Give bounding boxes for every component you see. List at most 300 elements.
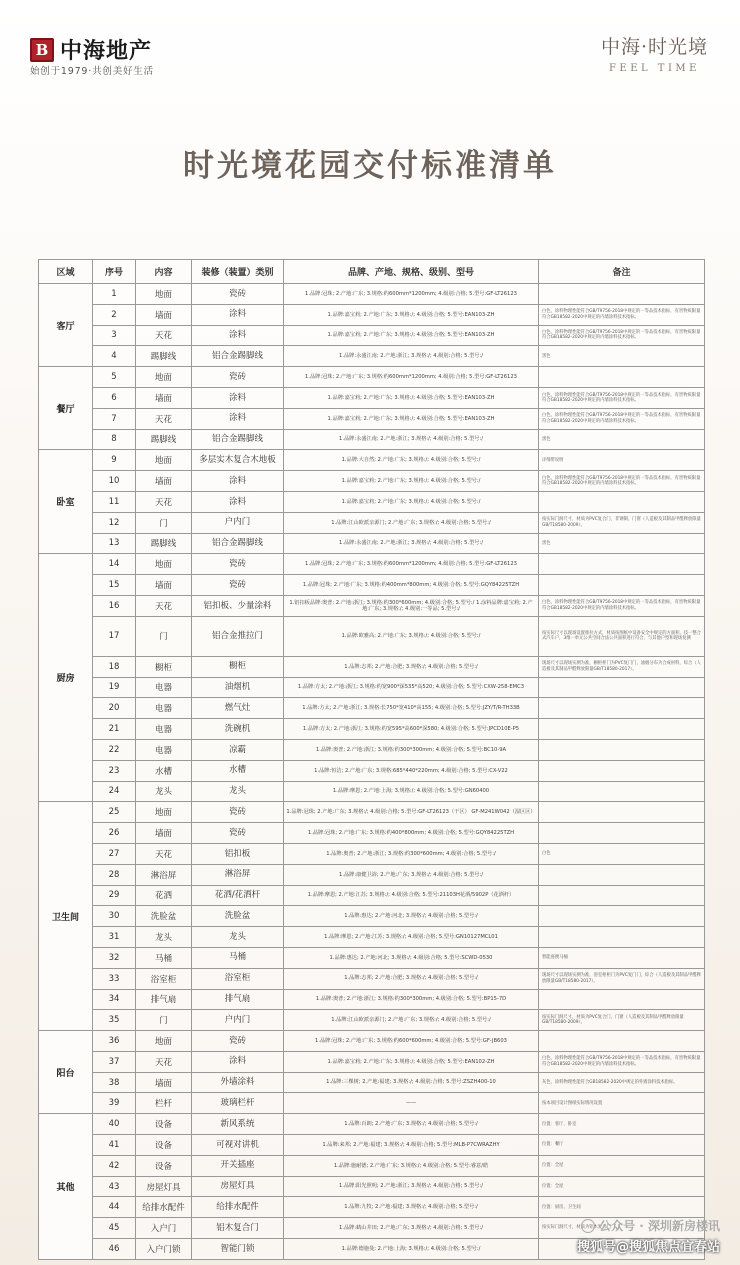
table-row [39, 304, 705, 325]
note-cell: 按实际门洞尺寸，材质为PVC复合门，门窗（人造板及其制品甲醛释放限量GB/T18580-2009）。 [539, 1010, 705, 1031]
content-cell: 天花 [136, 1051, 192, 1072]
type-cell: 户内门 [192, 1010, 284, 1031]
type-cell: 铝合金踢脚线 [192, 346, 284, 367]
type-cell: 涂料 [192, 471, 284, 492]
content-cell: 排气扇 [136, 989, 192, 1010]
note-cell [539, 554, 705, 575]
note-cell: 白色，涂料物理性能符合GB/T9756-2018中规定的一等品技术指标，有害物质限量符合GB18582-2020中规定的内墙涂料技术指标。 [539, 387, 705, 408]
number-cell: 33 [93, 968, 136, 989]
note-cell [539, 719, 705, 740]
wechat-icon [581, 1219, 595, 1233]
content-cell: 栏杆 [136, 1093, 192, 1114]
number-cell: 25 [93, 802, 136, 823]
table-body [39, 284, 705, 1260]
number-cell: 34 [93, 989, 136, 1010]
note-cell: 按实际门洞尺寸，材质为PVC复合门，非钢制，门窗（人造板及其制品甲醛释放限量GB/T18580-2009）。 [539, 512, 705, 533]
number-cell: 37 [93, 1051, 136, 1072]
note-cell [539, 284, 705, 305]
number-cell: 30 [93, 906, 136, 927]
type-cell: 涂料 [192, 491, 284, 512]
number-cell: 29 [93, 885, 136, 906]
table-row [39, 1010, 705, 1031]
number-cell: 18 [93, 656, 136, 677]
content-cell: 橱柜 [136, 656, 192, 677]
spec-cell: 1.品牌:惠达; 2.产地:河北; 3.规格:/; 4.级别:合格; 5.型号:SCWD-0530 [284, 947, 539, 968]
note-cell: 智能座便马桶 [539, 947, 705, 968]
number-cell: 9 [93, 450, 136, 471]
note-cell: 详细带说明 [539, 450, 705, 471]
table-row [39, 408, 705, 429]
number-cell: 41 [93, 1135, 136, 1156]
number-cell: 44 [93, 1197, 136, 1218]
table-row [39, 989, 705, 1010]
number-cell: 32 [93, 947, 136, 968]
note-cell: 白色 [539, 843, 705, 864]
spec-cell: 1.铝扣板品牌:奥普; 2.产地:浙江; 3.规格:约300*600mm; 4.级别:合格; 5.型号:/ 1.涂料品牌:嘉宝莉; 2.产地:广东; 3.规格:/; 4.级别:一等品; 5.型号:/ [284, 595, 539, 616]
content-cell: 天花 [136, 325, 192, 346]
area-cell: 阳台 [39, 1031, 93, 1114]
type-cell: 瓷砖 [192, 1031, 284, 1052]
content-cell: 入户门 [136, 1218, 192, 1239]
table-row [39, 533, 705, 554]
table-row [39, 471, 705, 492]
content-cell: 地面 [136, 554, 192, 575]
area-cell: 厨房 [39, 554, 93, 802]
table-row [39, 554, 705, 575]
number-cell: 8 [93, 429, 136, 450]
content-cell: 龙头 [136, 781, 192, 802]
content-cell: 门 [136, 512, 192, 533]
type-cell: 户内门 [192, 512, 284, 533]
company-slogan: 始创于1979·共创美好生活 [30, 66, 154, 77]
content-cell: 墙面 [136, 304, 192, 325]
delivery-standard-table [38, 259, 705, 1260]
type-cell: 水槽 [192, 760, 284, 781]
header-number: 序号 [93, 260, 136, 284]
type-cell: 多层实木复合木地板 [192, 450, 284, 471]
type-cell: 凉霸 [192, 739, 284, 760]
note-cell: 按本项目设计图纸实际情况设置 [539, 1093, 705, 1114]
table-row [39, 1051, 705, 1072]
type-cell: 涂料 [192, 1051, 284, 1072]
watermark-line1-wrap [581, 1217, 720, 1234]
table-row [39, 284, 705, 305]
type-cell: 瓷砖 [192, 575, 284, 596]
type-cell: 外墙涂料 [192, 1072, 284, 1093]
type-cell: 龙头 [192, 781, 284, 802]
note-cell: 白色，涂料物理性能符合GB/T9756-2018中规定的一等品技术指标，有害物质限量符合GB18582-2020中规定的内墙涂料技术指标。 [539, 471, 705, 492]
number-cell: 43 [93, 1176, 136, 1197]
table-row [39, 802, 705, 823]
logo-mark-icon: B [30, 38, 54, 62]
spec-cell: 1.品牌:嘉宝莉; 2.产地:广东; 3.规格:/; 4.级别:合格; 5.型号:EAN103-ZH [284, 325, 539, 346]
spec-cell: 1.品牌:大自然; 2.产地:广东; 3.规格:/; 4.级别:合格; 5.型号:/ [284, 450, 539, 471]
table-row [39, 367, 705, 388]
table-row [39, 1155, 705, 1176]
table-row [39, 595, 705, 616]
type-cell: 浴室柜 [192, 968, 284, 989]
table-row [39, 885, 705, 906]
content-cell: 地面 [136, 1031, 192, 1052]
spec-cell: 1.品牌:嘉宝莉; 2.产地:广东; 3.规格:/; 4.级别:合格; 5.型号:EAN102-ZH [284, 1051, 539, 1072]
number-cell: 38 [93, 1072, 136, 1093]
number-cell: 17 [93, 616, 136, 656]
content-cell: 电器 [136, 739, 192, 760]
content-cell: 电器 [136, 719, 192, 740]
note-cell [539, 906, 705, 927]
table-row [39, 968, 705, 989]
type-cell: 花洒/花洒杆 [192, 885, 284, 906]
note-cell [539, 927, 705, 948]
note-cell [539, 823, 705, 844]
spec-cell: 1.品牌:永盛江南; 2.产地:浙江; 3.规格:/; 4.级别:合格; 5.型号:/ [284, 346, 539, 367]
table-row [39, 906, 705, 927]
number-cell: 24 [93, 781, 136, 802]
table-row [39, 325, 705, 346]
spec-cell: 1.品牌:九牧; 2.产地:福建; 3.规格:/; 4.级别:合格; 5.型号:/ [284, 1197, 539, 1218]
number-cell: 1 [93, 284, 136, 305]
note-cell [539, 491, 705, 512]
spec-cell: 1.品牌:永盛江南; 2.产地:浙江; 3.规格:/; 4.级别:合格; 5.型号:/ [284, 533, 539, 554]
number-cell: 12 [93, 512, 136, 533]
number-cell: 40 [93, 1114, 136, 1135]
spec-cell: 1.品牌:方太; 2.产地:浙江; 3.规格:长750*宽410*高155; 4.级别:合格; 5.型号:JZY/T/R-TH33B [284, 698, 539, 719]
content-cell: 墙面 [136, 823, 192, 844]
content-cell: 地面 [136, 802, 192, 823]
content-cell: 踢脚线 [136, 346, 192, 367]
note-cell: 黑色 [539, 533, 705, 554]
note-cell: 按实际尺寸以现场设置推拉方式，材质按图纸中设备安全中规定的方面积，技一整合式汽车户，3维一单元公共空间合法公共面积进行符合，与其他户型和现场复测 [539, 616, 705, 656]
content-cell: 墙面 [136, 387, 192, 408]
area-cell: 卧室 [39, 450, 93, 554]
content-cell: 淋浴屏 [136, 864, 192, 885]
table-row [39, 512, 705, 533]
watermark [577, 1217, 720, 1255]
spec-cell: 1.品牌:鹤山井田; 2.产地:广东; 3.规格:/; 4.级别:合格; 5.型号:/ [284, 1218, 539, 1239]
company-name: 中海地产 [60, 39, 153, 64]
table-row [39, 739, 705, 760]
note-cell [539, 367, 705, 388]
table-header-row [39, 260, 705, 284]
type-cell: 玻璃栏杆 [192, 1093, 284, 1114]
number-cell: 5 [93, 367, 136, 388]
number-cell: 36 [93, 1031, 136, 1052]
spec-cell: 1.品牌:来邦; 2.产地:福建; 3.规格:/; 4.级别:合格; 5.型号:MLB-P7CWRAZHY [284, 1135, 539, 1156]
spec-cell: 1.品牌:方太; 2.产地:浙江; 3.规格:约宽900*深535*高520; 4.级别:合格; 5.型号:CXW-258-EMC3 [284, 677, 539, 698]
table-row [39, 760, 705, 781]
type-cell: 瓷砖 [192, 367, 284, 388]
type-cell: 铝扣板 [192, 843, 284, 864]
content-cell: 设备 [136, 1114, 192, 1135]
spec-cell: 1.品牌:摩恩; 2.产地:江苏; 3.规格:/; 4.级别:合格; 5.型号:GN10127MCL01 [284, 927, 539, 948]
spec-cell: 1.品牌:冠珠; 2.产地:广东; 3.规格:约600mm*1200mm; 4.级别:合格; 5.型号:GF-LT26123 [284, 367, 539, 388]
type-cell: 开关插座 [192, 1155, 284, 1176]
content-cell: 地面 [136, 367, 192, 388]
table-row [39, 656, 705, 677]
content-cell: 墙面 [136, 1072, 192, 1093]
type-cell: 房屋灯具 [192, 1176, 284, 1197]
type-cell: 燃气灶 [192, 698, 284, 719]
number-cell: 3 [93, 325, 136, 346]
content-cell: 浴室柜 [136, 968, 192, 989]
note-cell: 白色，涂料物理性能符合GB/T9756-2018中规定的一等品技术指标，有害物质限量符合GB18582-2020中规定的内墙涂料技术指标。 [539, 595, 705, 616]
header [0, 0, 740, 110]
content-cell: 门 [136, 616, 192, 656]
type-cell: 铝合金推拉门 [192, 616, 284, 656]
spec-cell: 1.品牌:惠达; 2.产地:河北; 3.规格:/; 4.级别:合格; 5.型号:/ [284, 906, 539, 927]
spec-cell: 1.品牌:三棵树; 2.产地:福建; 3.规格:/; 4.级别:合格; 5.型号:ZSZH400-10 [284, 1072, 539, 1093]
note-cell: 白色，涂料物理性能符合GB/T9756-2018中规定的一等品技术指标，有害物质限量符合GB18582-2020中规定的内墙涂料技术指标。 [539, 1051, 705, 1072]
type-cell: 油烟机 [192, 677, 284, 698]
spec-cell: 1.品牌:嘉宝莉; 2.产地:广东; 3.规格:/; 4.级别:合格; 5.型号:EAN103-ZH [284, 408, 539, 429]
note-cell: 灰色，涂料物理性能符合GB18582-2020中规定的外墙涂料技术指标。 [539, 1072, 705, 1093]
table-row [39, 843, 705, 864]
table-row [39, 864, 705, 885]
note-cell: 位置：客厅、卧室 [539, 1114, 705, 1135]
type-cell: 洗脸盆 [192, 906, 284, 927]
spec-cell: 1.品牌:嘉宝莉; 2.产地:广东; 3.规格:/; 4.级别:合格; 5.型号:/ [284, 471, 539, 492]
company-logo [30, 34, 152, 65]
spec-cell: 1.品牌:百朗; 2.产地:广东; 3.规格:/; 4.级别:合格; 5.型号:/ [284, 1114, 539, 1135]
content-cell: 墙面 [136, 575, 192, 596]
spec-cell: 1.品牌:冠珠; 2.产地:广东; 3.规格:约400mm*800mm; 4.级别:合格; 5.型号:GQY84225TZH [284, 575, 539, 596]
content-cell: 墙面 [136, 471, 192, 492]
number-cell: 2 [93, 304, 136, 325]
table-row [39, 1093, 705, 1114]
table-row [39, 1197, 705, 1218]
header-content: 内容 [136, 260, 192, 284]
table-row [39, 575, 705, 596]
type-cell: 洗碗机 [192, 719, 284, 740]
spec-cell: 1.品牌:摩恩; 2.产地:江苏; 3.规格:/; 4.级别:合格; 5.型号:21103H花洒/5902P（花洒杆） [284, 885, 539, 906]
table-row [39, 781, 705, 802]
content-cell: 龙头 [136, 927, 192, 948]
type-cell: 瓷砖 [192, 284, 284, 305]
spec-cell: 1.品牌:江山欧派亲源门; 2.产地:广东; 3.规格:/; 4.级别:合格; 5.型号:/ [284, 512, 539, 533]
table-row [39, 947, 705, 968]
header-spec: 品牌、产地、规格、级别、型号 [284, 260, 539, 284]
header-type: 装修（装置）类别 [192, 260, 284, 284]
table-row [39, 346, 705, 367]
spec-cell: 1.品牌:奥普; 2.产地:浙江; 3.规格:约300*300mm; 4.级别:合格; 5.型号:BP15-7D [284, 989, 539, 1010]
table-row [39, 1031, 705, 1052]
type-cell: 铝合金踢脚线 [192, 533, 284, 554]
note-cell [539, 989, 705, 1010]
table-row [39, 429, 705, 450]
type-cell: 铝木复合门 [192, 1218, 284, 1239]
spec-cell: 1.品牌:恒洁; 2.产地:广东; 3.规格:685*440*220mm; 4.级别:合格; 5.型号:CX-V22 [284, 760, 539, 781]
note-cell: 位置：厨房、卫生间 [539, 1197, 705, 1218]
number-cell: 39 [93, 1093, 136, 1114]
content-cell: 入户门锁 [136, 1239, 192, 1260]
table-row [39, 1135, 705, 1156]
note-cell: 位置：餐厅 [539, 1135, 705, 1156]
note-cell: 位置：全屋 [539, 1155, 705, 1176]
area-cell: 其他 [39, 1114, 93, 1260]
content-cell: 水槽 [136, 760, 192, 781]
watermark-line2: 搜狐号@搜狐焦点宜春站 [576, 1240, 720, 1255]
table-row [39, 1072, 705, 1093]
project-name-cn: 中海·时光境 [600, 36, 708, 58]
note-cell [539, 677, 705, 698]
note-cell: 按实际门洞尺寸，材质为铝木复合门 [539, 1218, 705, 1239]
content-cell: 洗脸盆 [136, 906, 192, 927]
table-row [39, 491, 705, 512]
type-cell: 涂料 [192, 325, 284, 346]
spec-cell: 1.品牌:康健卫浴; 2.产地:广东; 3.规格:/; 4.级别:合格; 5.型号:/ [284, 864, 539, 885]
number-cell: 21 [93, 719, 136, 740]
number-cell: 11 [93, 491, 136, 512]
number-cell: 35 [93, 1010, 136, 1031]
number-cell: 10 [93, 471, 136, 492]
type-cell: 可视对讲机 [192, 1135, 284, 1156]
number-cell: 45 [93, 1218, 136, 1239]
content-cell: 天花 [136, 843, 192, 864]
note-cell [539, 698, 705, 719]
header-note: 备注 [539, 260, 705, 284]
content-cell: 花洒 [136, 885, 192, 906]
number-cell: 6 [93, 387, 136, 408]
note-cell [539, 575, 705, 596]
spec-cell: 1.品牌:冠珠; 2.产地:广东; 3.规格:约600*600mm; 4.级别:合格; 5.型号:GF-JB603 [284, 1031, 539, 1052]
note-cell: 现场尺寸以现场实测为准，橱柜柜门为PVC复门门，油烟分布为合成材料，综合（人造板及其制品甲醛释放限量GB/T18580-2017）。 [539, 656, 705, 677]
table-row [39, 677, 705, 698]
type-cell: 瓷砖 [192, 802, 284, 823]
content-cell: 给排水配件 [136, 1197, 192, 1218]
spec-cell: 1.品牌:奥普; 2.产地:浙江; 3.规格:约300*300mm; 4.级别:合格; 5.型号:BC10-9A [284, 739, 539, 760]
spec-cell: 1.品牌:摩恩; 2.产地:上海; 3.规格:/; 4.级别:合格; 5.型号:GN60400 [284, 781, 539, 802]
spec-cell: 1.品牌:冠珠; 2.产地:广东; 3.规格:约600mm*1200mm; 4.级别:合格; 5.型号:GF-LT26123 [284, 554, 539, 575]
spec-cell: 1.品牌:江山欧派亲源门; 2.产地:广东; 3.规格:/; 4.级别:合格; 5.型号:/ [284, 1010, 539, 1031]
spec-cell: 1.品牌:方太; 2.产地:浙江; 3.规格:约宽595*高600*深580; 4.级别:合格; 5.型号:JPCD10E-P5 [284, 719, 539, 740]
content-cell: 天花 [136, 491, 192, 512]
note-cell [539, 864, 705, 885]
content-cell: 门 [136, 1010, 192, 1031]
note-cell: 白色，涂料物理性能符合GB/T9756-2018中规定的一等品技术指标，有害物质限量符合GB18582-2020中规定的内墙涂料技术指标。 [539, 325, 705, 346]
project-name-en: FEEL TIME [608, 63, 700, 74]
area-cell: 客厅 [39, 284, 93, 367]
type-cell: 涂料 [192, 408, 284, 429]
content-cell: 房屋灯具 [136, 1176, 192, 1197]
content-cell: 踢脚线 [136, 533, 192, 554]
type-cell: 淋浴屏 [192, 864, 284, 885]
spec-cell: 1.品牌:奥普; 2.产地:浙江; 3.规格:约300*600mm; 4.级别:合格; 5.型号:/ [284, 843, 539, 864]
table-row [39, 823, 705, 844]
area-cell: 卫生间 [39, 802, 93, 1031]
type-cell: 涂料 [192, 387, 284, 408]
number-cell: 16 [93, 595, 136, 616]
spec-cell: 1.品牌:德施曼; 2.产地:上海; 3.规格:/; 4.级别:合格; 5.型号:/ [284, 1239, 539, 1260]
number-cell: 4 [93, 346, 136, 367]
content-cell: 设备 [136, 1135, 192, 1156]
spec-cell: 1.品牌:志邦; 2.产地:合肥; 3.规格:/; 4.级别:合格; 5.型号:/ [284, 656, 539, 677]
delivery-standard-table-wrapper [38, 259, 704, 1260]
type-cell: 排气扇 [192, 989, 284, 1010]
note-cell [539, 760, 705, 781]
note-cell: 位置：全屋 [539, 1176, 705, 1197]
note-cell [539, 885, 705, 906]
type-cell: 智能门锁 [192, 1239, 284, 1260]
content-cell: 电器 [136, 677, 192, 698]
content-cell: 马桶 [136, 947, 192, 968]
note-cell [539, 781, 705, 802]
type-cell: 涂料 [192, 304, 284, 325]
content-cell: 地面 [136, 450, 192, 471]
note-cell [539, 802, 705, 823]
spec-cell: 1.品牌:阳光照明; 2.产地:浙江; 3.规格:/; 4.级别:合格; 5.型号:/ [284, 1176, 539, 1197]
number-cell: 31 [93, 927, 136, 948]
number-cell: 15 [93, 575, 136, 596]
area-cell: 餐厅 [39, 367, 93, 450]
table-row [39, 1114, 705, 1135]
number-cell: 19 [93, 677, 136, 698]
number-cell: 28 [93, 864, 136, 885]
type-cell: 瓷砖 [192, 823, 284, 844]
note-cell: 黑色 [539, 429, 705, 450]
content-cell: 电器 [136, 698, 192, 719]
spec-cell: 1.品牌:欧雅高; 2.产地:广东; 3.规格:/; 4.级别:合格; 5.型号:/ [284, 616, 539, 656]
number-cell: 46 [93, 1239, 136, 1260]
number-cell: 13 [93, 533, 136, 554]
spec-cell: 1.品牌:嘉宝莉; 2.产地:广东; 3.规格:/; 4.级别:合格; 5.型号:/ [284, 491, 539, 512]
content-cell: 设备 [136, 1155, 192, 1176]
table-row [39, 719, 705, 740]
spec-cell: 1.品牌:冠珠; 2.产地:广东; 3.规格:约600mm*1200mm; 4.级别:合格; 5.型号:GF-LT26123 [284, 284, 539, 305]
number-cell: 7 [93, 408, 136, 429]
number-cell: 20 [93, 698, 136, 719]
number-cell: 26 [93, 823, 136, 844]
type-cell: 瓷砖 [192, 554, 284, 575]
type-cell: 新风系统 [192, 1114, 284, 1135]
spec-cell: 1.品牌:志邦; 2.产地:合肥; 3.规格:/; 4.级别:合格; 5.型号:/ [284, 968, 539, 989]
content-cell: 天花 [136, 408, 192, 429]
number-cell: 22 [93, 739, 136, 760]
content-cell: 踢脚线 [136, 429, 192, 450]
number-cell: 14 [93, 554, 136, 575]
number-cell: 23 [93, 760, 136, 781]
note-cell: 白色，涂料物理性能符合GB/T9756-2018中规定的一等品技术指标，有害物质限量符合GB18582-2020中规定的内墙涂料技术指标。 [539, 304, 705, 325]
page-title: 时光境花园交付标准清单 [183, 148, 557, 184]
spec-cell: 1.品牌:冠珠; 2.产地:广东; 3.规格:/; 4.级别:合格; 5.型号:GF-LT26123（干区） GF-M241W042（湿区区） [284, 802, 539, 823]
content-cell: 地面 [136, 284, 192, 305]
watermark-line1: 公众号 · 深圳新房楼讯 [599, 1219, 720, 1233]
spec-cell: 1.品牌:永盛江南; 2.产地:浙江; 3.规格:/; 4.级别:合格; 5.型号:/ [284, 429, 539, 450]
type-cell: 橱柜 [192, 656, 284, 677]
table-row [39, 616, 705, 656]
number-cell: 27 [93, 843, 136, 864]
note-cell: 白色，涂料物理性能符合GB/T9756-2018中规定的一等品技术指标，有害物质限量符合GB18582-2020中规定的内墙涂料技术指标。 [539, 408, 705, 429]
type-cell: 给排水配件 [192, 1197, 284, 1218]
note-cell: 黑色 [539, 346, 705, 367]
spec-cell: 1.品牌:嘉宝莉; 2.产地:广东; 3.规格:/; 4.级别:合格; 5.型号:EAN103-ZH [284, 387, 539, 408]
table-row [39, 450, 705, 471]
project-logo [601, 32, 708, 74]
number-cell: 42 [93, 1155, 136, 1176]
type-cell: 铝扣板、少量涂料 [192, 595, 284, 616]
note-cell [539, 739, 705, 760]
spec-cell: 1.品牌:冠珠; 2.产地:广东; 3.规格:约400*800mm; 4.级别:合格; 5.型号:GQY84225TZH [284, 823, 539, 844]
note-cell: 现场尺寸以现场实测为准，浴室柜柜门为PVC复门门，综合（人造板及其制品甲醛释放限量GB/T18580-2017）。 [539, 968, 705, 989]
spec-cell: 1.品牌:施耐德; 2.产地:广东; 3.规格:/; 4.级别:合格; 5.型号:睿意/皓 [284, 1155, 539, 1176]
content-cell: 天花 [136, 595, 192, 616]
spec-cell: 1.品牌:嘉宝莉; 2.产地:广东; 3.规格:/; 4.级别:合格; 5.型号:EAN103-ZH [284, 304, 539, 325]
note-cell [539, 1031, 705, 1052]
type-cell: 马桶 [192, 947, 284, 968]
type-cell: 铝合金踢脚线 [192, 429, 284, 450]
table-row [39, 698, 705, 719]
header-area: 区域 [39, 260, 93, 284]
table-row [39, 387, 705, 408]
